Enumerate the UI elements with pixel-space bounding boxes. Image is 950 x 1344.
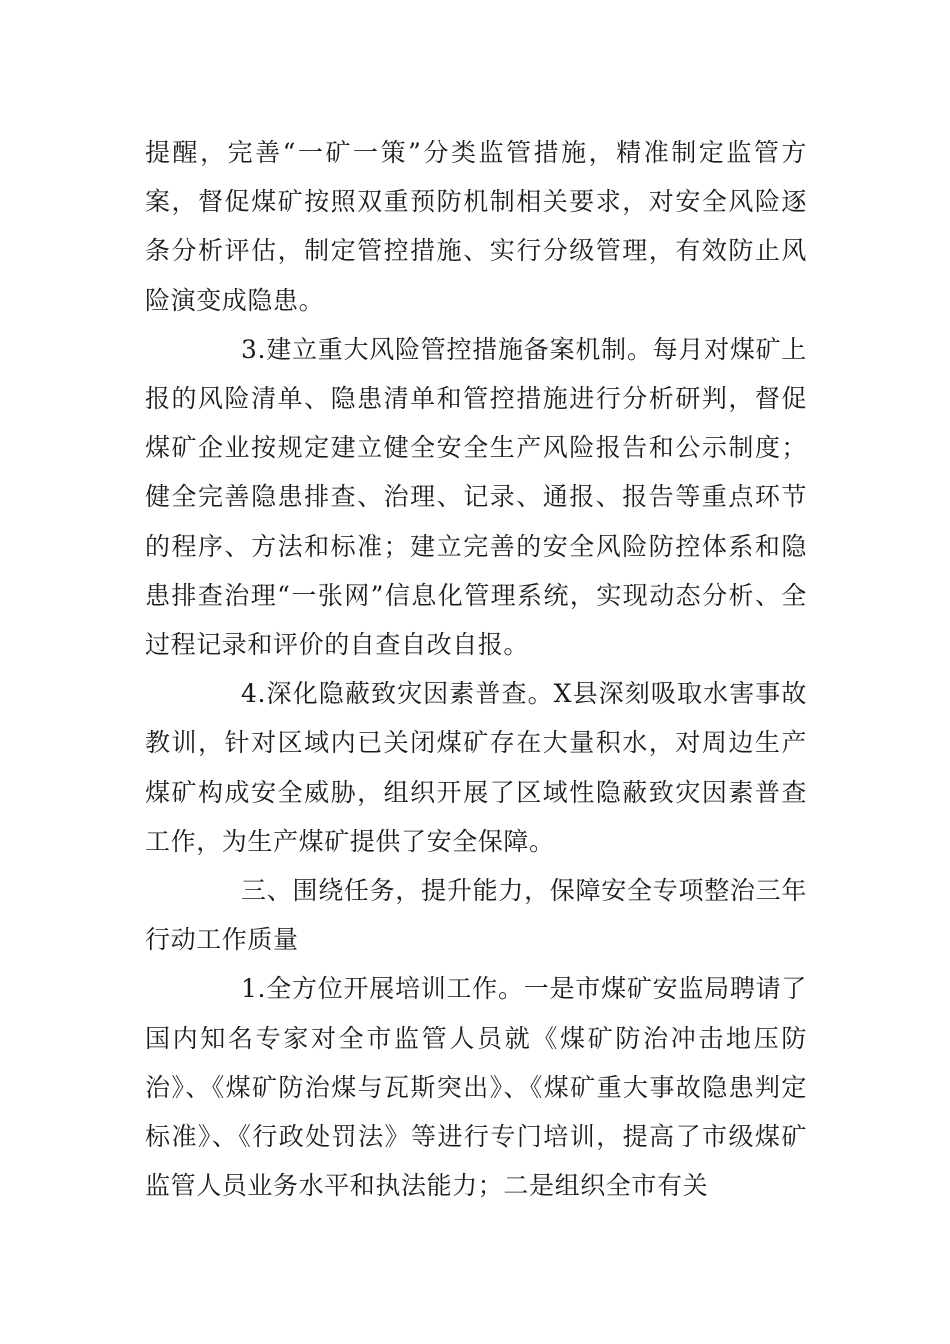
paragraph-item-3: 3.建立重大风险管控措施备案机制。每月对煤矿上报的风险清单、隐患清单和管控措施进行分析研判，督促煤矿企业按规定建立健全安全生产风险报告和公示制度；健全完善隐患排查、治理、记录、通报、报告等重点环节的程序、方法和标准；建立完善的安全风险防控体系和隐患排查治理“一张网”信息化管理系统，实现动态分析、全过程记录和评价的自查自改自报。: [145, 334, 807, 660]
document-body: [145, 128, 807, 1210]
paragraph-continuation: 提醒，完善“一矿一策”分类监管措施，精准制定监管方案，督促煤矿按照双重预防机制相关要求，对安全风险逐条分析评估，制定管控措施、实行分级管理，有效防止风险演变成隐患。: [145, 138, 807, 315]
paragraph-item-4: 4.深化隐蔽致灾因素普查。X县深刻吸取水害事故教训，针对区域内已关闭煤矿存在大量积水，对周边生产煤矿构成安全威胁，组织开展了区域性隐蔽致灾因素普查工作，为生产煤矿提供了安全保障。: [145, 679, 807, 856]
paragraph-item-1: 1.全方位开展培训工作。一是市煤矿安监局聘请了国内知名专家对全市监管人员就《煤矿防治冲击地压防治》、《煤矿防治煤与瓦斯突出》、《煤矿重大事故隐患判定标准》、《行政处罚法》等进行专门培训，提高了市级煤矿监管人员业务水平和执法能力；二是组织全市有关: [145, 974, 807, 1201]
section-heading-3: 三、围绕任务，提升能力，保障安全专项整治三年行动工作质量: [145, 876, 807, 955]
